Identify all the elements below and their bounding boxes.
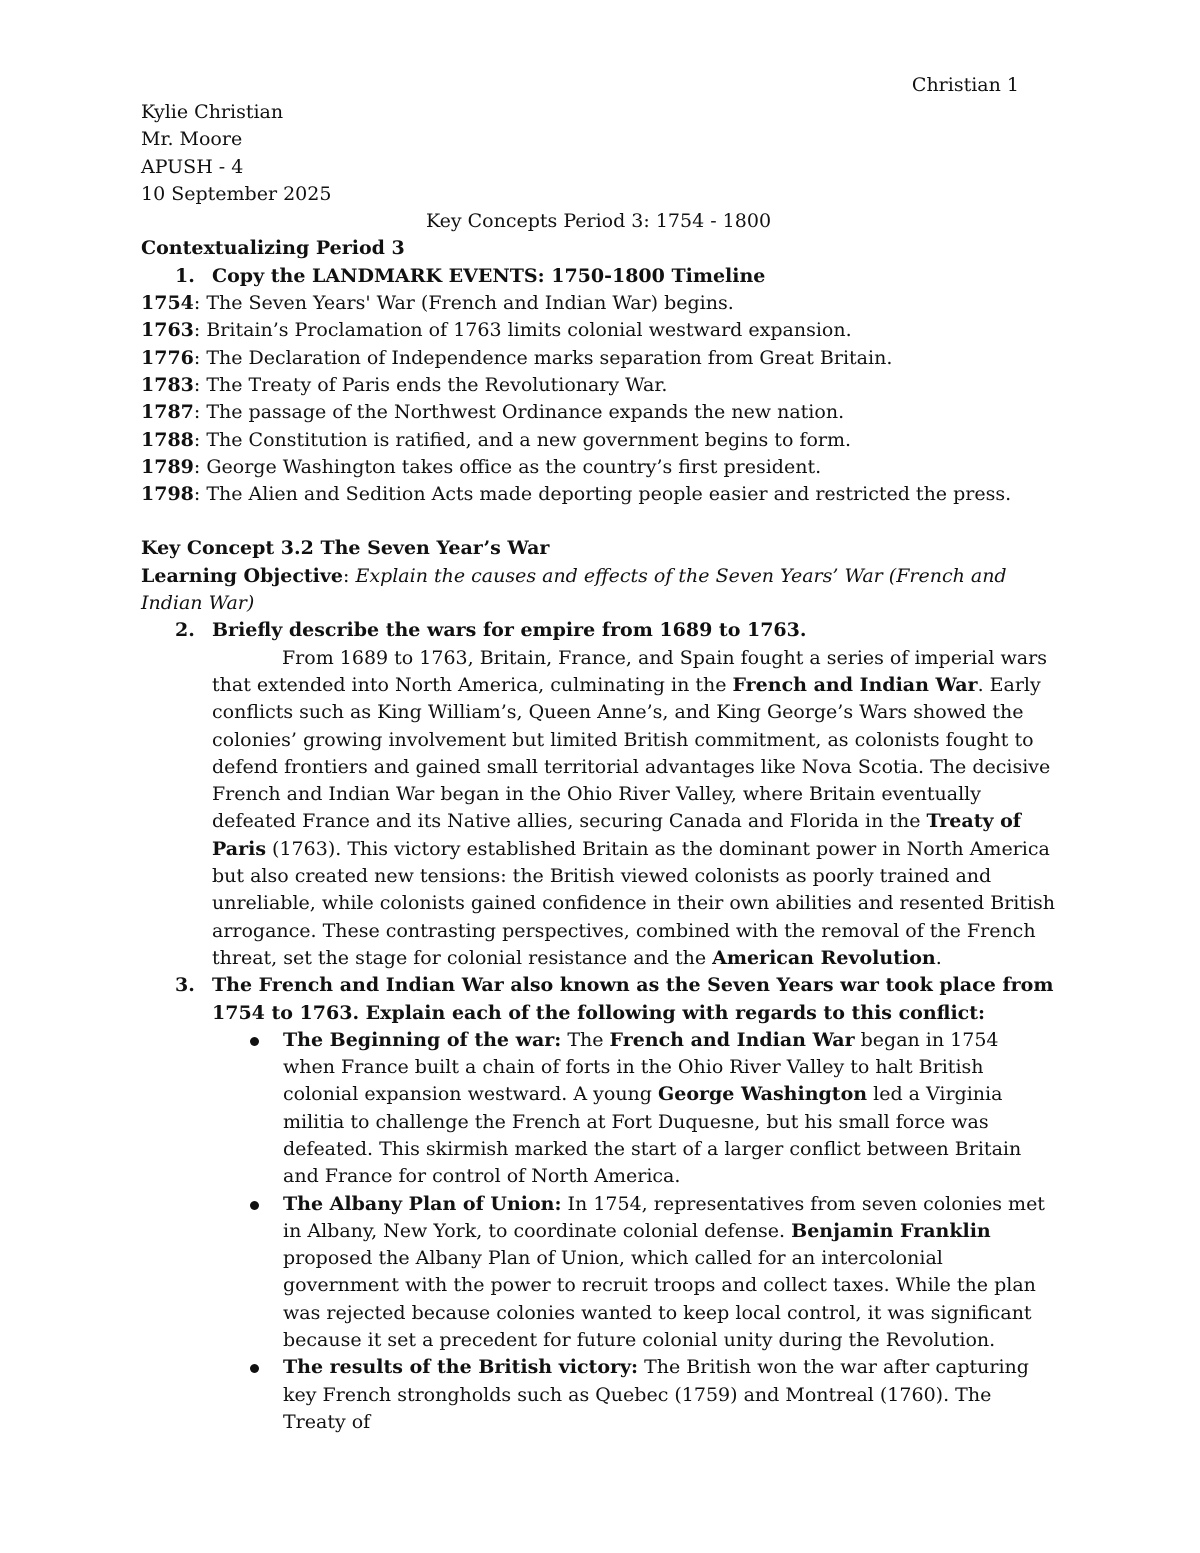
document-body <box>141 99 1056 1436</box>
timeline-item <box>141 481 1056 508</box>
timeline-year: 1783 <box>141 373 194 396</box>
learning-objective <box>141 563 1056 618</box>
timeline-item <box>141 290 1056 317</box>
section-heading-key-concept: Key Concept 3.2 The Seven Year’s War <box>141 537 550 560</box>
student-name: Kylie Christian <box>141 101 284 123</box>
timeline-list <box>141 290 1056 508</box>
bullet-beginning-of-war <box>141 1027 1056 1191</box>
question-3-text: The French and Indian War also known as the Seven Years war took place from 1754 to 1763. Explain each of the following with regards to this conflict: <box>212 974 1054 1024</box>
heading-block <box>141 99 1056 208</box>
bullet-icon <box>250 1364 259 1373</box>
question-1-text: Copy the LANDMARK EVENTS: 1750-1800 Timeline <box>212 264 766 287</box>
timeline-year: 1788 <box>141 428 194 451</box>
answer-text: . Early conflicts such as King William’s, Queen Anne’s, and King George’s Wars showed the colonies’ growing involvement but limited British commitment, as colonists fought to defend frontiers and gained small territorial advantages like Nova Scotia. The decisive French and Indian War began in the Ohio River Valley, where Britain eventually defeated France and its Native allies, securing Canada and Florida in the <box>212 673 1051 833</box>
timeline-item <box>141 317 1056 344</box>
question-2-number: 2. <box>175 619 195 642</box>
class-name: APUSH - 4 <box>141 155 244 178</box>
timeline-year: 1763 <box>141 319 194 342</box>
bullet-bold-term: George Washington <box>658 1083 868 1106</box>
learning-objective-label: Learning Objective <box>141 564 344 587</box>
bullet-icon <box>250 1201 259 1210</box>
timeline-year: 1798 <box>141 483 194 506</box>
bullet-text: led a Virginia militia to challenge the French at Fort Duquesne, but his small force was defeated. This skirmish marked the start of a larger conflict between Britain and France for control of North America. <box>283 1083 1022 1188</box>
bullet-text: The <box>561 1028 610 1051</box>
timeline-text: : The Treaty of Paris ends the Revolutionary War. <box>193 373 668 396</box>
answer-text: . <box>935 946 942 969</box>
answer-text: (1763). This victory established Britain as the dominant power in North America but also created new tensions: the British viewed colonists as poorly trained and unreliable, while colonists gained confidence in their own abilities and resented British arrogance. These contrasting perspectives, combined with the removal of the French threat, set the stage for colonial resistance and the <box>212 837 1056 969</box>
question-2-answer <box>141 645 1056 973</box>
question-1 <box>141 263 1056 290</box>
learning-objective-text: Explain the causes and effects of the Seven Years’ War (French and Indian War) <box>141 564 1007 615</box>
timeline-year: 1789 <box>141 455 194 478</box>
question-1-number: 1. <box>175 264 195 287</box>
bullet-text: proposed the Albany Plan of Union, which called for an intercolonial government with the power to recruit troops and collect taxes. While the plan was rejected because colonies wanted to keep local control, it was significant because it set a precedent for future colonial unity during the Revolution. <box>283 1247 1036 1352</box>
question-2 <box>141 617 1056 644</box>
document-title: Key Concepts Period 3: 1754 - 1800 <box>425 210 772 233</box>
timeline-text: : Britain’s Proclamation of 1763 limits colonial westward expansion. <box>193 319 852 342</box>
timeline-item <box>141 454 1056 481</box>
answer-bold-term: Treaty of Paris <box>212 810 1021 860</box>
answer-text: From 1689 to 1763, Britain, France, and Spain fought a series of imperial wars that extended into North America, culminating in the <box>212 646 1047 696</box>
answer-bold-term: American Revolution <box>712 946 936 969</box>
bullet-bold-term: French and Indian War <box>609 1028 855 1051</box>
question-3 <box>141 972 1056 1027</box>
timeline-text: : George Washington takes office as the country’s first president. <box>193 455 822 478</box>
date: 10 September 2025 <box>141 182 332 205</box>
bullet-label: The Albany Plan of Union: <box>283 1192 562 1215</box>
bullet-results-british-victory <box>141 1354 1056 1436</box>
timeline-item <box>141 345 1056 372</box>
answer-bold-term: French and Indian War <box>732 673 978 696</box>
blank-line <box>141 508 1056 535</box>
bullet-albany-plan <box>141 1191 1056 1355</box>
learning-objective-separator: : <box>343 564 356 587</box>
bullet-text: began in 1754 when France built a chain of forts in the Ohio River Valley to halt British colonial expansion westward. A young <box>283 1028 999 1106</box>
teacher-name: Mr. Moore <box>141 128 243 151</box>
bullet-label: The results of the British victory: <box>283 1356 639 1379</box>
bullet-text: The British won the war after capturing key French strongholds such as Quebec (1759) and Montreal (1760). The Treaty of <box>283 1356 1029 1433</box>
bullet-label: The Beginning of the war: <box>283 1028 562 1051</box>
timeline-year: 1787 <box>141 401 194 424</box>
bullet-text: In 1754, representatives from seven colonies met in Albany, New York, to coordinate colonial defense. <box>283 1192 1045 1242</box>
timeline-item <box>141 427 1056 454</box>
bullet-icon <box>250 1037 259 1046</box>
bullet-bold-term: Benjamin Franklin <box>791 1219 991 1242</box>
timeline-text: : The Declaration of Independence marks separation from Great Britain. <box>193 346 893 369</box>
timeline-text: : The passage of the Northwest Ordinance expands the new nation. <box>193 401 845 424</box>
timeline-text: : The Alien and Sedition Acts made deporting people easier and restricted the press. <box>193 483 1012 506</box>
timeline-item <box>141 372 1056 399</box>
timeline-text: : The Seven Years' War (French and Indian War) begins. <box>193 292 734 315</box>
timeline-year: 1754 <box>141 292 194 315</box>
page-header-label: Christian 1 <box>911 74 1019 96</box>
question-2-text: Briefly describe the wars for empire from 1689 to 1763. <box>212 619 807 642</box>
timeline-text: : The Constitution is ratified, and a new government begins to form. <box>193 428 852 451</box>
timeline-item <box>141 399 1056 426</box>
section-heading-contextualizing: Contextualizing Period 3 <box>141 237 405 260</box>
timeline-year: 1776 <box>141 346 194 369</box>
question-3-number: 3. <box>175 974 195 997</box>
